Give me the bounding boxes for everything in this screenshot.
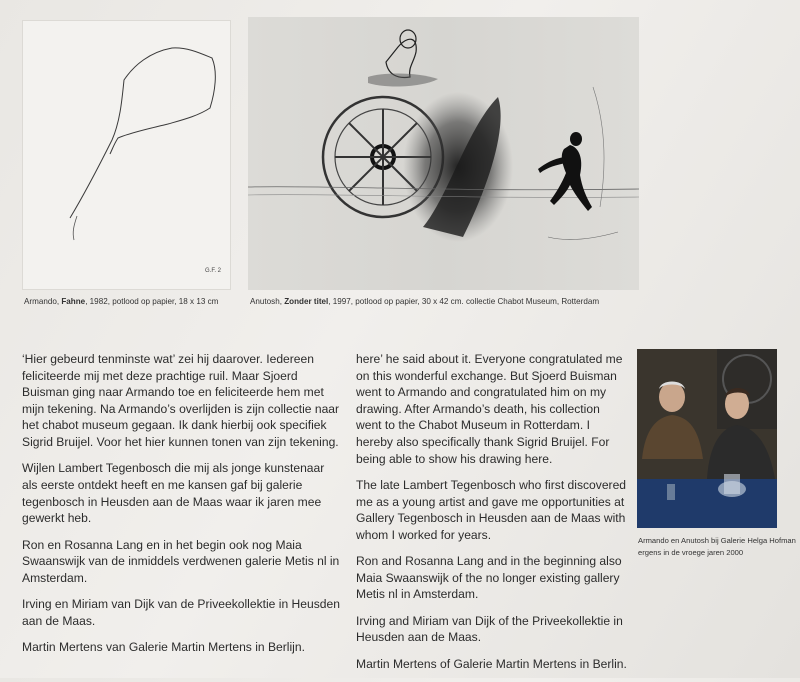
english-paragraph: Irving and Miriam van Dijk of the Priveekollektie in Heusden aan de Maas. bbox=[356, 613, 623, 645]
photo-caption: Armando en Anutosh bij Galerie Helga Hofman ergens in de vroege jaren 2000 bbox=[638, 536, 796, 557]
artist-mark: G.F. 2 bbox=[205, 268, 222, 274]
dutch-paragraph: Martin Mertens van Galerie Martin Mertens in Berlijn. bbox=[22, 640, 305, 655]
photo-scene bbox=[637, 349, 777, 528]
zonder-titel-sketch bbox=[248, 17, 639, 290]
dutch-column bbox=[22, 351, 342, 665]
english-paragraph: The late Lambert Tegenbosch who first discovered me as a young artist and gave me opportunities at Gallery Tegenbosch in Heusden aan de Maas with whom I worked for years. bbox=[356, 477, 627, 542]
english-column bbox=[356, 351, 628, 682]
flag-line bbox=[70, 48, 215, 218]
english-paragraph: here’ he said about it. Everyone congratulated me on this wonderful exchange. But Sjoerd Buisman went to Armando and congratulated him on my drawing. After Armando’s death, his collection went to the Chabot Museum in Rotterdam. I hereby also specifically thank Sigrid Bruijel. For being able to show his drawing here. bbox=[356, 352, 623, 466]
person-left-head bbox=[659, 382, 685, 412]
dutch-paragraph: Ron en Rosanna Lang en in het begin ook nog Maia Swaanswijk van de inmiddels verdwenen galerie Metis nl in Amsterdam. bbox=[22, 537, 340, 585]
fahne-caption: Armando, Fahne, 1982, potlood op papier, 18 x 13 cm bbox=[24, 297, 219, 306]
dutch-paragraph: Wijlen Lambert Tegenbosch die mij als jonge kunstenaar als eerste ontdekt heeft en me kansen gaf bij galerie tegenbosch in Heusden aan de Maas waar ik jaren mee gewerkt heb. bbox=[22, 461, 325, 526]
fahne-drawing bbox=[22, 20, 231, 290]
english-paragraph: Ron and Rosanna Lang and in the beginning also Maia Swaanswijk of the no longer existing gallery Metis nl in Amsterdam. bbox=[356, 554, 622, 602]
zonder-titel-drawing bbox=[248, 17, 639, 290]
fahne-flag-sketch bbox=[22, 20, 231, 290]
gallery-photo bbox=[637, 349, 777, 528]
english-paragraph: Martin Mertens of Galerie Martin Mertens in Berlin. bbox=[356, 656, 627, 671]
zonder-titel-caption: Anutosh, Zonder titel, 1997, potlood op papier, 30 x 42 cm. collectie Chabot Museum, Rotterdam bbox=[250, 297, 600, 306]
dutch-paragraph: Irving en Miriam van Dijk van de Priveekollektie in Heusden aan de Maas. bbox=[22, 597, 340, 628]
dutch-paragraph: ‘Hier gebeurd tenminste wat’ zei hij daarover. Iedereen feliciteerde mij met deze prachtige ruil. Maar Sjoerd Buisman ging naar Armando toe en feliciteerde hem met mijn tekening. Na Armando’s overlijden is zijn collectie naar het chabot museum gegaan. Ik dank hierbij ook specifiek Sigrid Bruijel. Voor het hier kunnen tonen van zijn tekening. bbox=[22, 352, 340, 449]
running-figure bbox=[538, 132, 592, 211]
pole-line bbox=[73, 216, 77, 240]
